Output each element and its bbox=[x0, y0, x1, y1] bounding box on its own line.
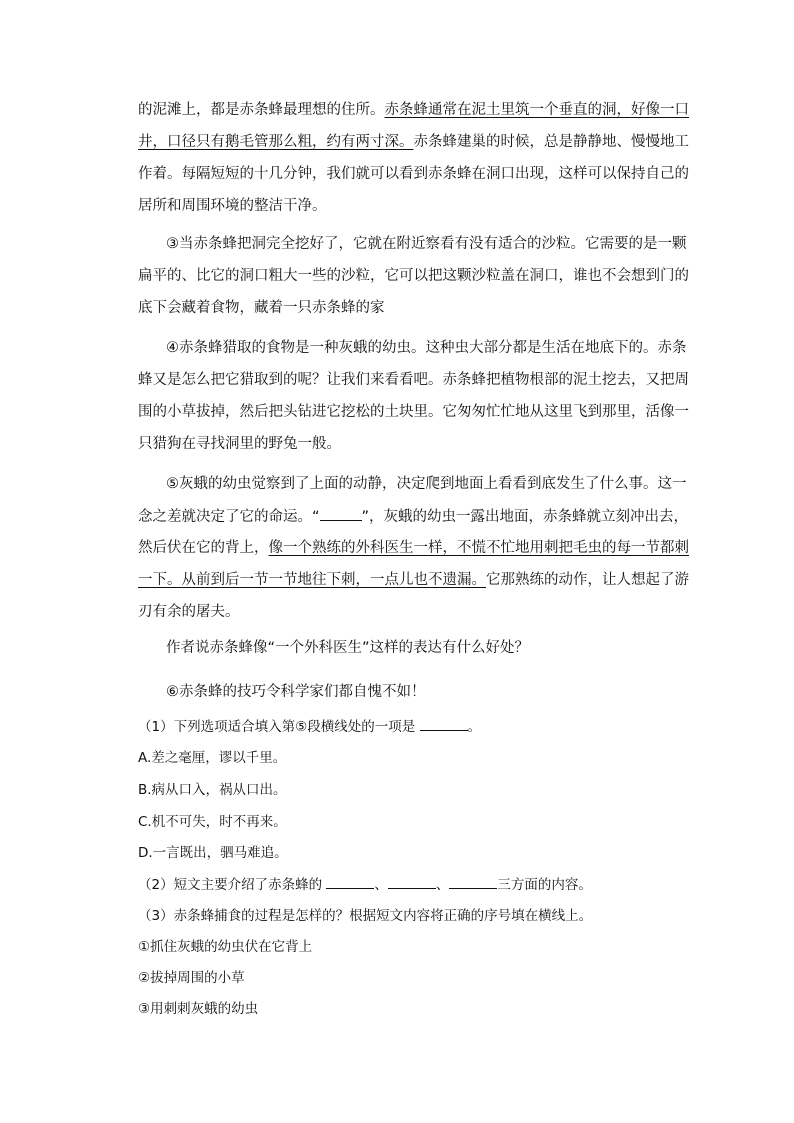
question-2-stem bbox=[138, 874, 678, 895]
separator: 、 bbox=[435, 877, 450, 893]
separator: 、 bbox=[374, 877, 388, 893]
paragraph-5-line-3 bbox=[138, 538, 689, 558]
text-segment: 的泥滩上，都是赤条蜂最理想的住所。 bbox=[138, 102, 385, 118]
paragraph-5-line-4 bbox=[138, 570, 689, 590]
underlined-text: 井，口径只有鹅毛管那么粗，约有两寸深。 bbox=[138, 134, 414, 150]
text-segment: 然后伏在它的背上， bbox=[138, 540, 269, 556]
text-segment: 三方面的内容。 bbox=[497, 877, 592, 893]
paragraph-4-line-4: 只猎狗在寻找洞里的野兔一般。 bbox=[138, 436, 341, 452]
text-segment: （2）短文主要介绍了赤条蜂的 bbox=[138, 877, 323, 893]
paragraph-5-line-2 bbox=[138, 506, 689, 527]
paragraph-3-line-3: 底下会藏着食物，藏着一只赤条蜂的家 bbox=[138, 300, 385, 316]
option-a[interactable]: A.差之毫厘，谬以千里。 bbox=[138, 750, 287, 766]
paragraph-6: ⑥赤条蜂的技巧令科学家们都自愧不如！ bbox=[166, 684, 426, 700]
answer-blank-1[interactable] bbox=[326, 874, 374, 889]
text-segment: ”，灰蛾的幼虫一露出地面，赤条蜂就立刻冲出去， bbox=[361, 509, 689, 525]
underlined-text: 赤条蜂通常在泥土里筑一个垂直的洞，好像一口 bbox=[384, 102, 689, 118]
paragraph-1-line-2 bbox=[138, 132, 689, 152]
paragraph-4-line-3: 围的小草拔掉，然后把头钻进它挖松的土块里。它匆匆忙忙地从这里飞到那里，活像一 bbox=[138, 404, 689, 420]
paragraph-4-line-2: 蜂又是怎么把它猎取到的呢？让我们来看看吧。赤条蜂把植物根部的泥土挖去，又把周 bbox=[138, 372, 689, 388]
paragraph-5-line-5: 刃有余的屠夫。 bbox=[138, 604, 240, 620]
paragraph-1-line-3: 作着。每隔短短的十几分钟，我们就可以看到赤条蜂在洞口出现，这样可以保持自己的 bbox=[138, 166, 689, 182]
paragraph-1-line-4: 居所和周围环境的整洁干净。 bbox=[138, 198, 327, 214]
paragraph-4-line-1: ④赤条蜂猎取的食物是一种灰蛾的幼虫。这种虫大部分都是生活在地底下的。赤条 bbox=[166, 340, 687, 356]
paragraph-5-line-1: ⑤灰蛾的幼虫觉察到了上面的动静，决定爬到地面上看看到底发生了什么事。这一 bbox=[166, 476, 687, 492]
option-d[interactable]: D.一言既出，驷马难追。 bbox=[138, 845, 288, 861]
sequence-item-1: ①抓住灰蛾的幼虫伏在它背上 bbox=[138, 939, 313, 955]
fill-in-blank[interactable] bbox=[320, 506, 362, 521]
text-segment: 它那熟练的动作，让人想起了游 bbox=[486, 572, 689, 588]
option-b[interactable]: B.病从口入，祸从口出。 bbox=[138, 782, 287, 798]
option-c[interactable]: C.机不可失，时不再来。 bbox=[138, 814, 287, 830]
text-segment: 。 bbox=[467, 719, 481, 735]
text-segment: （1）下列选项适合填入第⑤段横线处的一项是 bbox=[138, 719, 416, 735]
underlined-text: 一下。从前到后一节一节地往下刺，一点儿也不遗漏。 bbox=[138, 572, 486, 588]
question-3-stem: （3）赤条蜂捕食的过程是怎样的？根据短文内容将正确的序号填在横线上。 bbox=[138, 908, 593, 924]
sequence-item-2: ②拔掉周围的小草 bbox=[138, 970, 245, 986]
sequence-item-3: ③用刺刺灰蛾的幼虫 bbox=[138, 1001, 259, 1017]
text-segment: 赤条蜂建巢的时候，总是静静地、慢慢地工 bbox=[413, 134, 689, 150]
answer-blank[interactable] bbox=[420, 716, 468, 731]
paragraph-3-line-1: ③当赤条蜂把洞完全挖好了，它就在附近察看有没有适合的沙粒。它需要的是一颗 bbox=[166, 236, 687, 252]
inline-question: 作者说赤条蜂像“一个外科医生”这样的表达有什么好处？ bbox=[166, 640, 530, 656]
answer-blank-2[interactable] bbox=[388, 874, 436, 889]
paragraph-3-line-2: 扁平的、比它的洞口粗大一些的沙粒，它可以把这颗沙粒盖在洞口，谁也不会想到门的 bbox=[138, 268, 689, 284]
paragraph-1-line-1 bbox=[138, 100, 689, 120]
underlined-text: 像一个熟练的外科医生一样，不慌不忙地用刺把毛虫的每一节都刺 bbox=[268, 540, 689, 556]
answer-blank-3[interactable] bbox=[449, 874, 497, 889]
question-1-stem bbox=[138, 716, 678, 737]
text-segment: 念之差就决定了它的命运。“ bbox=[138, 509, 320, 525]
